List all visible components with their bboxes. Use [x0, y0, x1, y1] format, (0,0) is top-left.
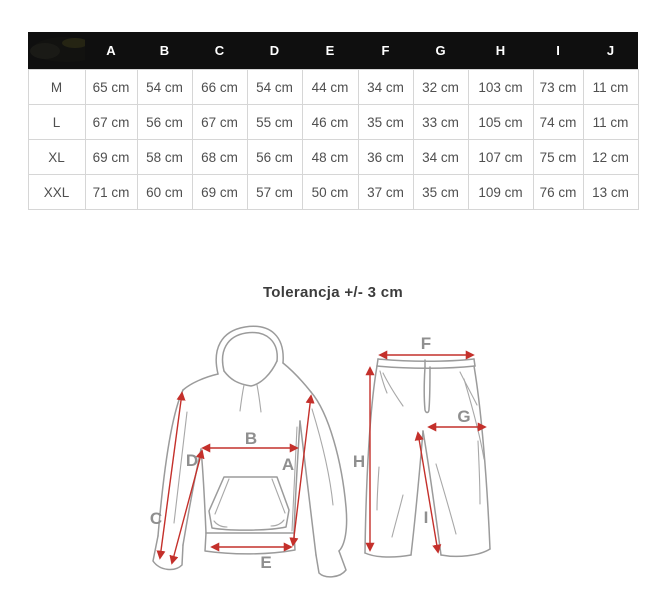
column-header-i: I — [533, 32, 583, 70]
size-label: XL — [28, 140, 85, 175]
cell-l-g: 33 cm — [413, 105, 468, 140]
pants-label-f: F — [420, 334, 432, 353]
cell-l-c: 67 cm — [192, 105, 247, 140]
cell-m-d: 54 cm — [247, 70, 302, 105]
cell-xl-d: 56 cm — [247, 140, 302, 175]
column-header-a: A — [85, 32, 137, 70]
cell-xxl-g: 35 cm — [413, 175, 468, 210]
cell-xl-c: 68 cm — [192, 140, 247, 175]
hoodie-outline — [153, 326, 347, 577]
arrow-i — [418, 433, 438, 552]
table-row-m — [28, 70, 638, 105]
cell-m-j: 11 cm — [583, 70, 638, 105]
cell-l-a: 67 cm — [85, 105, 137, 140]
cell-xxl-h: 109 cm — [468, 175, 533, 210]
cell-xl-i: 75 cm — [533, 140, 583, 175]
hoodie-label-b: B — [244, 429, 258, 448]
cell-l-j: 11 cm — [583, 105, 638, 140]
table-corner-cell — [28, 32, 85, 70]
size-label: L — [28, 105, 85, 140]
cell-xl-j: 12 cm — [583, 140, 638, 175]
garment-measurement-drawing — [133, 317, 533, 611]
arrow-a — [293, 396, 311, 545]
arrow-c — [160, 393, 182, 558]
cell-xl-g: 34 cm — [413, 140, 468, 175]
header-row — [28, 32, 638, 70]
cell-m-c: 66 cm — [192, 70, 247, 105]
column-header-c: C — [192, 32, 247, 70]
column-header-j: J — [583, 32, 638, 70]
column-header-f: F — [358, 32, 413, 70]
cell-m-f: 34 cm — [358, 70, 413, 105]
cell-l-h: 105 cm — [468, 105, 533, 140]
pants-outline — [365, 359, 490, 557]
cell-xxl-j: 13 cm — [583, 175, 638, 210]
cell-l-b: 56 cm — [137, 105, 192, 140]
table-row-xxl — [28, 175, 638, 210]
tolerance-note: Tolerancja +/- 3 cm — [262, 284, 404, 301]
column-header-h: H — [468, 32, 533, 70]
size-chart-table — [28, 32, 639, 210]
cell-xxl-f: 37 cm — [358, 175, 413, 210]
cell-xxl-e: 50 cm — [302, 175, 358, 210]
cell-xxl-d: 57 cm — [247, 175, 302, 210]
column-header-d: D — [247, 32, 302, 70]
cell-l-f: 35 cm — [358, 105, 413, 140]
cell-m-i: 73 cm — [533, 70, 583, 105]
column-header-b: B — [137, 32, 192, 70]
cell-m-a: 65 cm — [85, 70, 137, 105]
hoodie-measure-arrows — [160, 393, 311, 563]
cell-xl-e: 48 cm — [302, 140, 358, 175]
cell-xl-f: 36 cm — [358, 140, 413, 175]
cell-l-i: 74 cm — [533, 105, 583, 140]
cell-xl-b: 58 cm — [137, 140, 192, 175]
cell-m-h: 103 cm — [468, 70, 533, 105]
hoodie-label-d: D — [185, 451, 199, 470]
hoodie-label-a: A — [281, 455, 295, 474]
column-header-e: E — [302, 32, 358, 70]
cell-xxl-i: 76 cm — [533, 175, 583, 210]
cell-xl-a: 69 cm — [85, 140, 137, 175]
column-header-g: G — [413, 32, 468, 70]
size-label: XXL — [28, 175, 85, 210]
cell-xxl-b: 60 cm — [137, 175, 192, 210]
cell-l-e: 46 cm — [302, 105, 358, 140]
hoodie-measure-labels — [150, 429, 294, 572]
cell-m-e: 44 cm — [302, 70, 358, 105]
pants-label-h: H — [352, 452, 366, 471]
table-row-l — [28, 105, 638, 140]
cell-m-b: 54 cm — [137, 70, 192, 105]
cell-xxl-a: 71 cm — [85, 175, 137, 210]
hoodie-label-e: E — [260, 553, 272, 572]
cell-m-g: 32 cm — [413, 70, 468, 105]
table-row-xl — [28, 140, 638, 175]
cell-xxl-c: 69 cm — [192, 175, 247, 210]
measurement-diagram — [133, 317, 533, 611]
pants-label-g: G — [457, 407, 471, 426]
cell-l-d: 55 cm — [247, 105, 302, 140]
hoodie-label-c: C — [149, 509, 163, 528]
pants-label-i: I — [423, 508, 429, 527]
cell-xl-h: 107 cm — [468, 140, 533, 175]
size-label: M — [28, 70, 85, 105]
